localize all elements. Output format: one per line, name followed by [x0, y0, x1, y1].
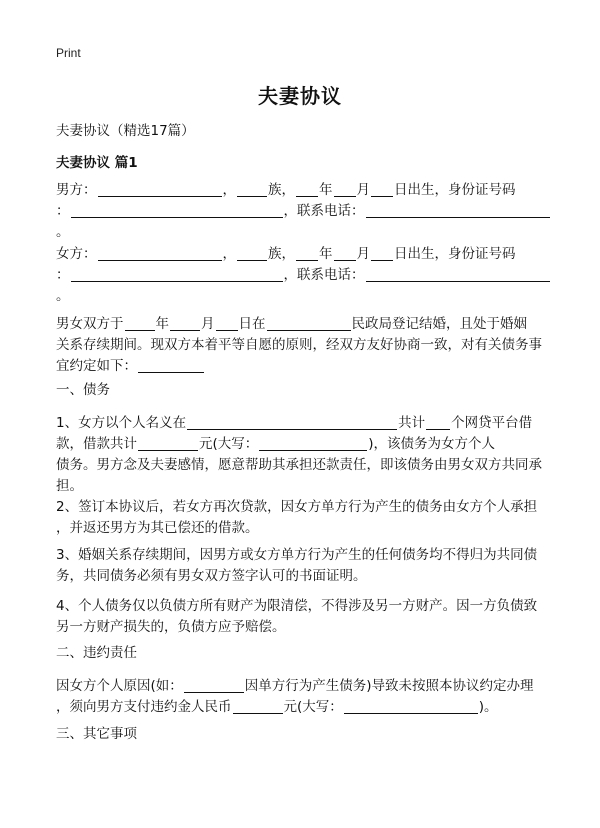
loan-amount-blank — [138, 435, 198, 451]
item2-line-1: 2、签订本协议后，若女方再次贷款，因女方单方行为产生的债务由女方个人承担 — [56, 499, 538, 515]
marriage-month-blank — [170, 315, 200, 331]
item1-text-1: 1、女方以个人名义在 — [56, 415, 187, 431]
document-subtitle: 夫妻协议（精选17篇） — [56, 123, 195, 139]
wife-month-label: 月 — [356, 246, 370, 262]
item2-line-2: ，并返还男方为其已偿还的借款。 — [56, 520, 259, 536]
breach-text-2: 因单方行为产生债务)导致未按照本协议约定办理 — [244, 678, 534, 694]
husband-year-blank — [296, 181, 318, 197]
item3-line-2: 务，共同债务必须有男女双方签字认可的书面证明。 — [56, 568, 367, 584]
husband-ethnic-label: 族， — [268, 182, 295, 198]
document-title: 夫妻协议 — [258, 84, 342, 108]
breach-text-5: )。 — [478, 699, 498, 715]
item1-text-6: )，该债务为女方个人 — [368, 436, 496, 452]
wife-label: 女方： — [56, 246, 97, 262]
item3-line-1: 3、婚姻关系存续期间，因男方或女方单方行为产生的任何债务均不得归为共同债 — [56, 547, 538, 563]
wife-name-blank — [98, 245, 222, 261]
husband-phone-blank — [366, 202, 550, 218]
husband-year-label: 年 — [319, 182, 333, 198]
marriage-day-blank — [216, 315, 238, 331]
debt-item-3 — [56, 545, 550, 587]
item1-text-3: 个网贷平台借 — [451, 415, 533, 431]
section-title: 夫妻协议 篇1 — [56, 155, 138, 171]
breach-paragraph — [56, 676, 550, 718]
wife-day-blank — [371, 245, 393, 261]
husband-day-blank — [371, 181, 393, 197]
husband-name-blank — [98, 181, 222, 197]
intro-paragraph — [56, 314, 550, 377]
husband-label: 男方： — [56, 182, 97, 198]
intro-text-5: 民政局登记结婚，且处于婚姻 — [351, 316, 527, 332]
print-link[interactable]: Print — [56, 46, 81, 60]
wife-info: 女方： ， 族， 年 月 日出生，身份证号码 ： ，联系电话： 。 — [56, 244, 550, 307]
platform-count-blank — [426, 414, 450, 430]
marriage-year-blank — [125, 315, 155, 331]
intro-day-label: 日在 — [238, 316, 266, 332]
intro-line-2: 关系存续期间。现双方本着平等自愿的原则，经双方友好协商一致，对有关债务事 — [56, 337, 542, 353]
heading-other: 三、其它事项 — [56, 726, 137, 742]
item4-line-1: 4、个人债务仅以负债方所有财产为限清偿，不得涉及另一方财产。因一方负债致 — [56, 598, 538, 614]
heading-debt: 一、债务 — [56, 382, 110, 398]
wife-id-blank — [71, 266, 283, 282]
wife-born-label: 日出生，身份证号码 — [394, 246, 516, 262]
wife-year-blank — [296, 245, 318, 261]
wife-year-label: 年 — [319, 246, 333, 262]
item1-text-5: 元(大写： — [199, 436, 259, 452]
item1-line-4: 担。 — [56, 478, 83, 494]
wife-phone-blank — [366, 266, 550, 282]
penalty-amount-blank — [233, 698, 283, 714]
husband-phone-label: ，联系电话： — [283, 203, 365, 219]
intro-year-label: 年 — [155, 316, 169, 332]
loan-amount-words-blank — [259, 435, 367, 451]
debt-item-1 — [56, 413, 550, 497]
penalty-words-blank — [344, 698, 478, 714]
husband-info: 男方： ， 族， 年 月 日出生，身份证号码 ： ，联系电话： 。 — [56, 180, 550, 243]
husband-ethnic-blank — [237, 181, 267, 197]
debt-item-4 — [56, 596, 550, 638]
intro-end-blank — [138, 357, 204, 373]
breach-text-1: 因女方个人原因(如： — [56, 678, 183, 694]
wife-ethnic-blank — [237, 245, 267, 261]
debt-item-2 — [56, 497, 550, 539]
wife-end-mark: 。 — [56, 288, 70, 304]
breach-reason-blank — [184, 677, 244, 693]
item1-text-4: 款，借款共计 — [56, 436, 137, 452]
platform-blank — [187, 414, 397, 430]
husband-month-label: 月 — [356, 182, 370, 198]
husband-born-label: 日出生，身份证号码 — [394, 182, 516, 198]
wife-phone-label: ，联系电话： — [283, 267, 365, 283]
intro-text-1: 男女双方于 — [56, 316, 124, 332]
wife-month-blank — [334, 245, 356, 261]
wife-ethnic-label: 族， — [268, 246, 295, 262]
item1-line-3: 债务。男方念及夫妻感情，愿意帮助其承担还款责任，即该债务由男女双方共同承 — [56, 457, 542, 473]
husband-month-blank — [334, 181, 356, 197]
husband-end-mark: 。 — [56, 224, 70, 240]
intro-month-label: 月 — [201, 316, 215, 332]
item1-text-2: 共计 — [398, 415, 426, 431]
registry-blank — [267, 315, 351, 331]
wife-id-colon: ： — [56, 267, 70, 283]
breach-text-3: ，须向男方支付违约金人民币 — [56, 699, 232, 715]
item4-line-2: 另一方财产损失的，负债方应予赔偿。 — [56, 619, 286, 635]
intro-line-3: 宜约定如下： — [56, 358, 137, 374]
breach-text-4: 元(大写： — [283, 699, 343, 715]
husband-id-blank — [71, 202, 283, 218]
heading-breach: 二、违约责任 — [56, 645, 137, 661]
husband-id-colon: ： — [56, 203, 70, 219]
